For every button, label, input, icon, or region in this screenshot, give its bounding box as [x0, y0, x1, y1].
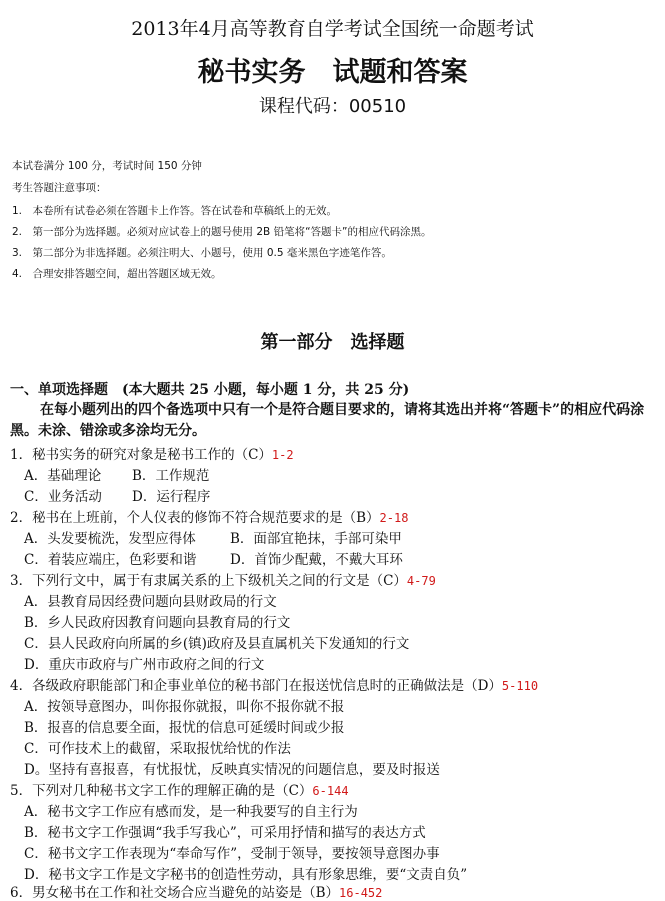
course-title: 秘书实务 试题和答案 — [197, 57, 468, 88]
question-stem — [10, 881, 660, 901]
exam-header-title: 2013年4月高等教育自学考试全国统一命题考试 — [131, 18, 534, 40]
question-stem — [10, 779, 660, 799]
question-stem — [10, 443, 660, 463]
question-stem — [10, 569, 660, 589]
question-text: 1．秘书实务的研究对象是秘书工作的（C） — [10, 447, 272, 463]
answer-code: 4-79 — [406, 574, 436, 588]
question-stem — [10, 674, 660, 694]
answer-code: 5-110 — [501, 679, 539, 693]
option: C．着装应端庄，色彩要和谐 — [24, 552, 197, 568]
option: A．按领导意图办，叫你报你就报，叫你不报你就不报 — [24, 699, 345, 715]
answer-code: 1-2 — [271, 448, 294, 462]
question-text: 6．男女秘书在工作和社交场合应当避免的站姿是（B） — [10, 885, 340, 901]
section-instruction: 在每小题列出的四个备选项中只有一个是符合题目要求的，请将其选出并将“答题卡”的相应代码涂黑。未涂、错涂或多涂均无分。 — [10, 402, 645, 439]
notice-item: 4. 合理安排答题空间，超出答题区域无效。 — [12, 268, 222, 280]
option: B．工作规范 — [132, 468, 210, 484]
option: D．重庆市政府与广州市政府之间的行文 — [24, 657, 265, 673]
question-stem — [10, 506, 660, 526]
option: B．乡人民政府因教育问题向县教育局的行文 — [24, 615, 291, 631]
notice-item: 1. 本卷所有试卷必须在答题卡上作答。答在试卷和草稿纸上的无效。 — [12, 205, 338, 217]
option: C．秘书文字工作表现为“奉命写作”，受制于领导，要按领导意图办事 — [24, 846, 440, 862]
question-text: 2．秘书在上班前，个人仪表的修饰不符合规范要求的是（B） — [10, 510, 380, 526]
answer-code: 6-144 — [312, 784, 349, 798]
option: A．秘书文字工作应有感而发，是一种我要写的自主行为 — [24, 804, 358, 820]
notice-head: 考生答题注意事项： — [12, 182, 107, 194]
question-text: 4．各级政府职能部门和企事业单位的秘书部门在报送忧信息时的正确做法是（D） — [10, 678, 502, 694]
answer-code: 16-452 — [339, 886, 383, 900]
option: D．首饰少配戴，不戴大耳环 — [230, 552, 403, 568]
option: C．县人民政府向所属的乡(镇)政府及县直属机关下发通知的行文 — [24, 636, 410, 652]
option: A．基础理论 — [24, 468, 102, 484]
option: A．头发要梳洗，发型应得体 — [24, 531, 196, 547]
answer-code: 2-18 — [379, 511, 409, 525]
option: B．面部宜艳抹，手部可染甲 — [230, 531, 402, 547]
question-text: 3．下列行文中，属于有隶属关系的上下级机关之间的行文是（C） — [10, 573, 407, 589]
option: C．可作技术上的截留，采取报忧给忧的作法 — [24, 741, 291, 757]
question-text: 5．下列对几种秘书文字工作的理解正确的是（C） — [10, 783, 313, 799]
notice-item: 2. 第一部分为选择题。必须对应试卷上的题号使用 2B 铅笔将“答题卡”的相应代码涂黑。 — [12, 226, 432, 238]
score-line: 本试卷满分 100 分，考试时间 150 分钟 — [12, 160, 202, 172]
option: B．秘书文字工作强调“我手写我心”，可采用抒情和描写的表达方式 — [24, 825, 426, 841]
option: D。坚持有喜报喜，有忧报忧，反映真实情况的问题信息，要及时报送 — [24, 762, 440, 778]
course-code: 课程代码：00510 — [258, 96, 407, 117]
section-subtitle: 一、单项选择题 (本大题共 25 小题，每小题 1 分，共 25 分) — [10, 382, 410, 398]
option: B．报喜的信息要全面，报忧的信息可延缓时间或少报 — [24, 720, 345, 736]
option: D．秘书文字工作是文字秘书的创造性劳动，具有形象思维，要“文责自负” — [24, 867, 468, 883]
section-title: 第一部分 选择题 — [260, 332, 405, 353]
option: A．县教育局因经费问题向县财政局的行文 — [24, 594, 277, 610]
option: C．业务活动 — [24, 489, 102, 505]
notice-item: 3. 第二部分为非选择题。必须注明大、小题号，使用 0.5 毫米黑色字迹笔作答。 — [12, 247, 392, 259]
option: D．运行程序 — [132, 489, 211, 505]
